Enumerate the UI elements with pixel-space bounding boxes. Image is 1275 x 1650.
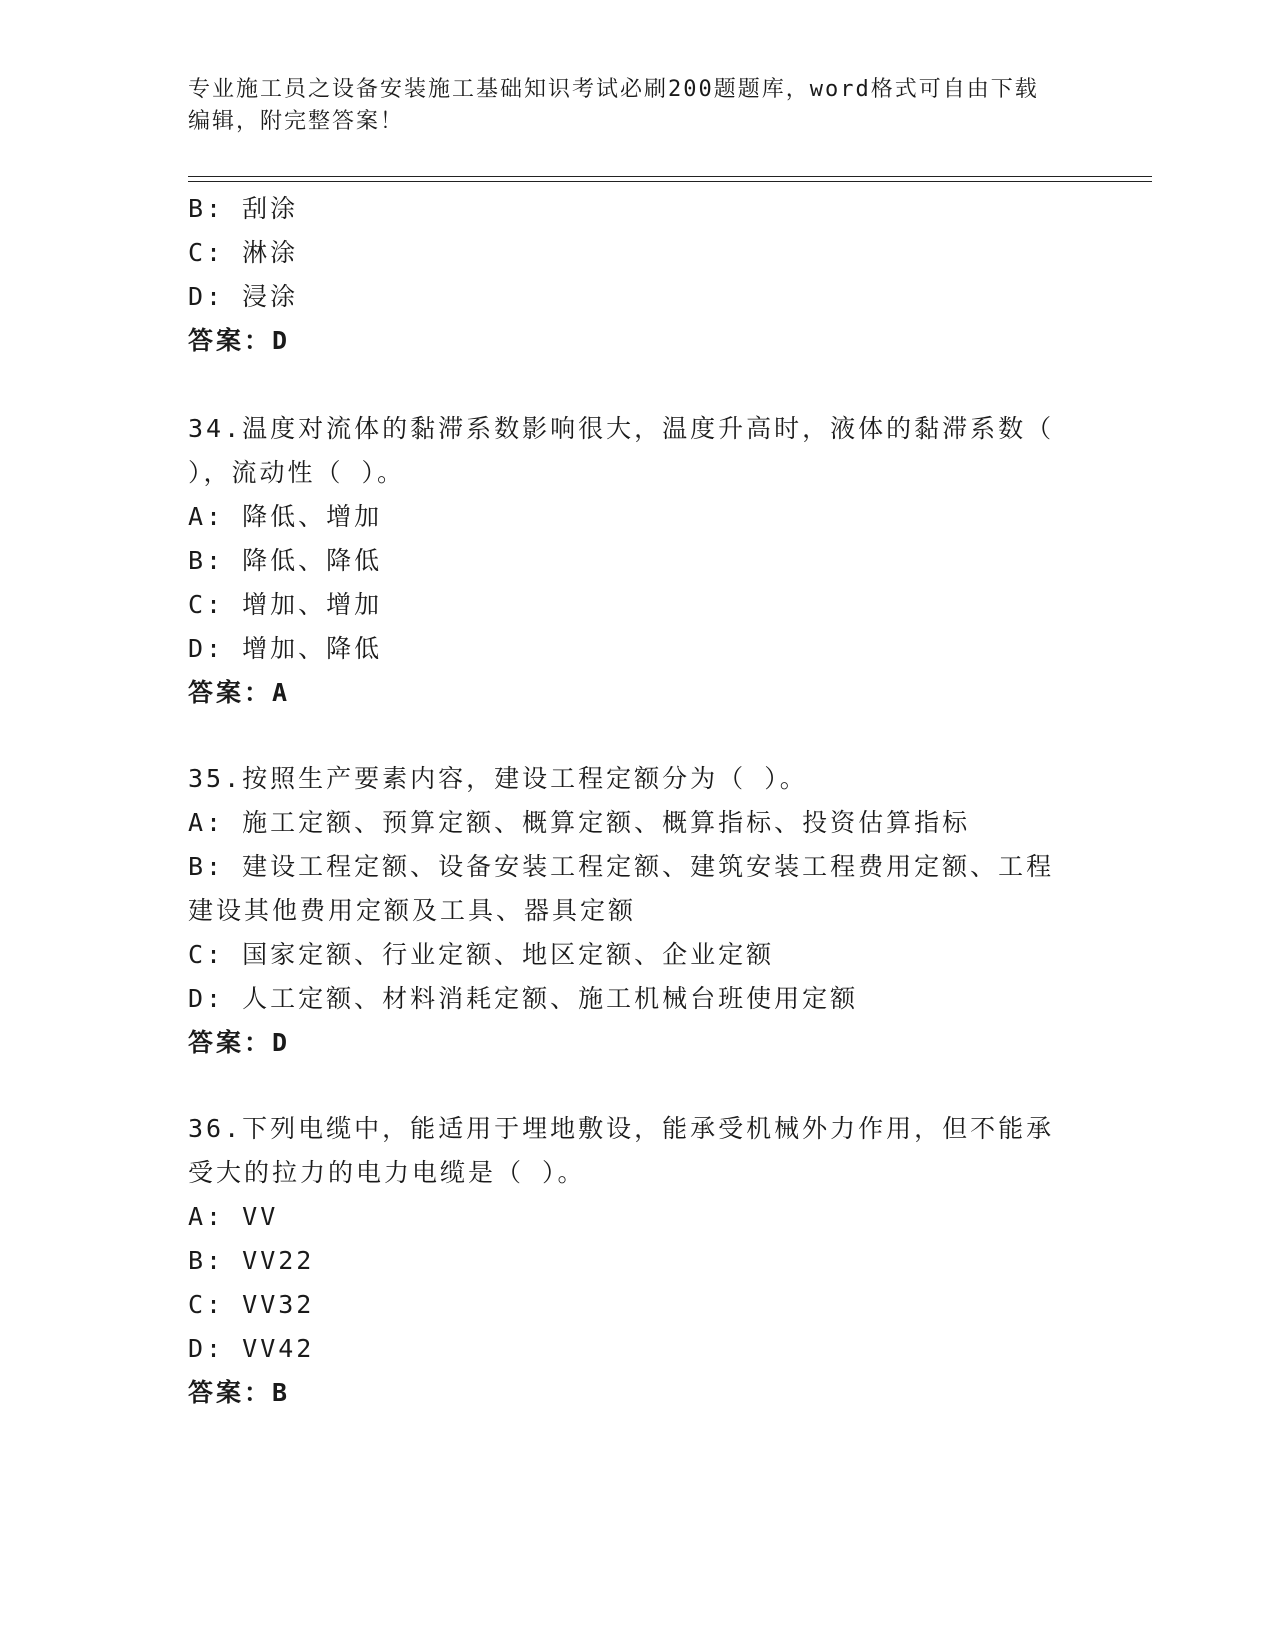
- q36-option-d: D: VV42: [188, 1334, 315, 1363]
- q35-option-c: C: 国家定额、行业定额、地区定额、企业定额: [188, 940, 775, 969]
- q34-stem-line-2: ），流动性（ ）。: [188, 458, 406, 487]
- q36-stem-line-1: 36.下列电缆中，能适用于埋地敷设，能承受机械外力作用，但不能承: [188, 1114, 1055, 1143]
- q34-option-c: C: 增加、增加: [188, 590, 383, 619]
- q36-stem-line-2: 受大的拉力的电力电缆是（ ）。: [188, 1158, 586, 1187]
- header-line-1: 专业施工员之设备安装施工基础知识考试必刷200题题库，word格式可自由下载: [188, 77, 1039, 102]
- q34-stem-line-1: 34.温度对流体的黏滞系数影响很大，温度升高时，液体的黏滞系数（: [188, 414, 1055, 443]
- q35-option-b-line-2: 建设其他费用定额及工具、器具定额: [188, 896, 637, 925]
- q34-answer: 答案：A: [188, 678, 291, 707]
- header-rule-top: [188, 176, 1152, 177]
- q35-option-b-line-1: B: 建设工程定额、设备安装工程定额、建筑安装工程费用定额、工程: [188, 852, 1055, 881]
- q36-answer: 答案：B: [188, 1378, 291, 1407]
- document-header: [188, 74, 1088, 138]
- q33-option-b: B: 刮涂: [188, 194, 299, 223]
- q33-answer: 答案：D: [188, 326, 291, 355]
- q33-option-d: D: 浸涂: [188, 282, 299, 311]
- q33-option-c: C: 淋涂: [188, 238, 299, 267]
- q36-option-c: C: VV32: [188, 1290, 315, 1319]
- q34-option-d: D: 增加、降低: [188, 634, 383, 663]
- header-line-2: 编辑，附完整答案！: [188, 109, 405, 134]
- q35-answer: 答案：D: [188, 1028, 291, 1057]
- q35-option-d: D: 人工定额、材料消耗定额、施工机械台班使用定额: [188, 984, 859, 1013]
- header-rule-bottom: [188, 181, 1152, 182]
- q35-option-a: A: 施工定额、预算定额、概算定额、概算指标、投资估算指标: [188, 808, 971, 837]
- q35-stem: 35.按照生产要素内容，建设工程定额分为（ ）。: [188, 764, 808, 793]
- q36-option-b: B: VV22: [188, 1246, 315, 1275]
- q34-option-b: B: 降低、降低: [188, 546, 383, 575]
- q36-option-a: A: VV: [188, 1202, 279, 1231]
- q34-option-a: A: 降低、增加: [188, 502, 383, 531]
